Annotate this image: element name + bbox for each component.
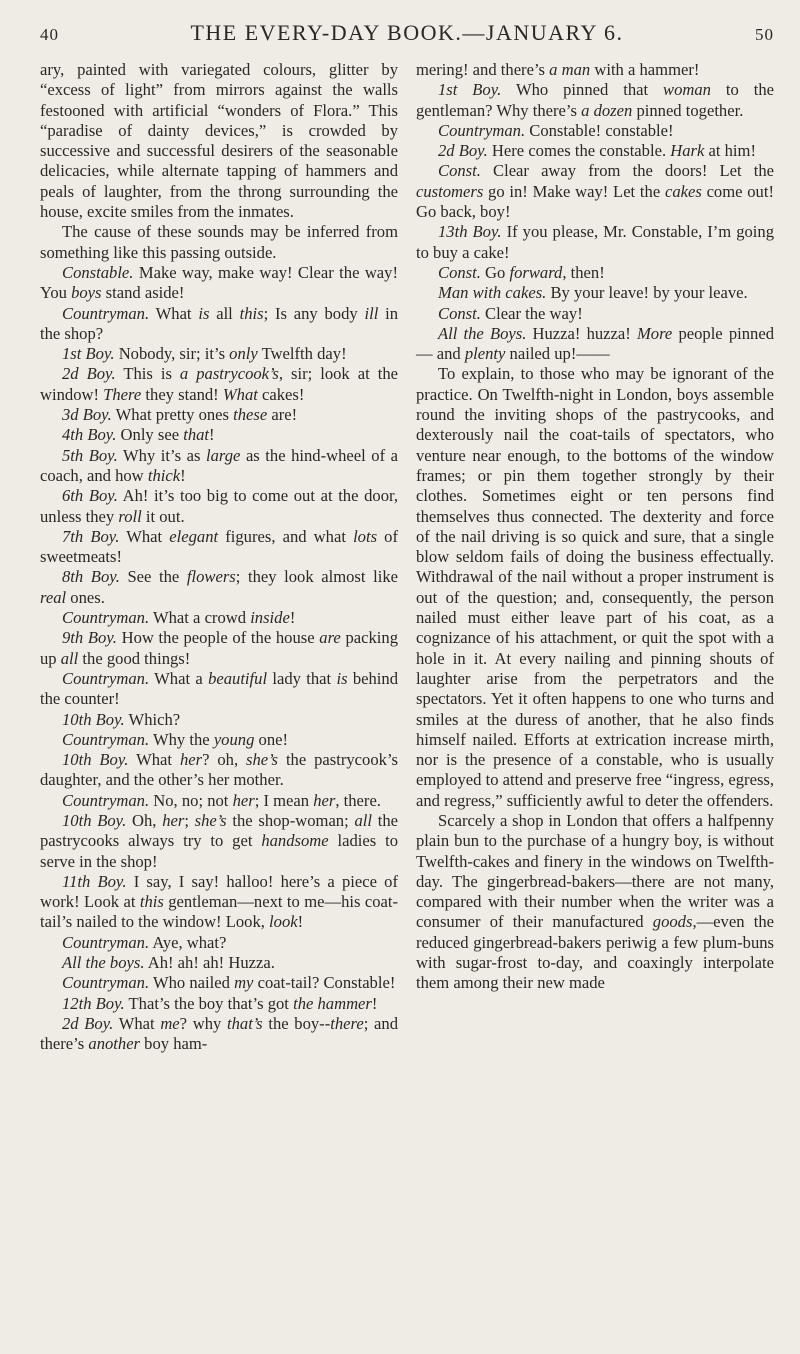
text-run: Go xyxy=(480,262,510,282)
italic-text: 2d Boy. xyxy=(438,141,488,161)
paragraph xyxy=(40,973,398,993)
paragraph xyxy=(416,324,774,365)
text-run: To explain, to those who may be ignorant of the practice. On Twelfth-night in London, boys assemble round the inviting shops of the pastrycooks, and dexterously nail the coat-tails of spectators, who venture near enough, to the bottoms of the window frames; or pin them together strongly by their clothes. Sometimes eight or ten persons find themselves thus connected. The dexterity and force of the nail driving is so quick and sure, that a single blow seldom fails of doing the business effectually. Withdrawal of the nail without a proper instrument is out of the question; and, consequently, the person nailed must either leave part of his coat, as a cognizance of his attachment, or quit the spot with a hole in it. At every nailing and pinning shouts of laughter arise from the perpetrators and the spectators. Yet it often happens to one who turns and smiles at the duress of another, that he also finds himself nailed. Efforts at extrication increase mirth, nor is the presence of a constable, who is usually employed to attend and preserve free “ingress, egress, and regress,” sufficiently awful to deter the offenders. xyxy=(416,364,775,810)
italic-text: 5th Boy. xyxy=(62,445,118,465)
italic-text: 1st Boy. xyxy=(62,344,115,364)
running-header xyxy=(40,20,774,46)
text-run: Clear away from the doors! Let the xyxy=(480,161,774,181)
page-number-right: 50 xyxy=(754,25,774,44)
italic-text: goods xyxy=(652,912,693,932)
text-run: What xyxy=(128,750,180,770)
paragraph xyxy=(416,80,774,121)
text-run: ones. xyxy=(66,587,105,607)
italic-text: Countryman. xyxy=(62,790,150,810)
text-run: Twelfth day! xyxy=(257,344,347,364)
italic-text: are xyxy=(319,628,341,648)
text-run: the shop-woman; xyxy=(226,810,355,830)
text-run: What a crowd xyxy=(149,608,251,628)
italic-text: Const. xyxy=(438,262,481,282)
italic-text: lots xyxy=(353,526,378,546)
italic-text: this xyxy=(239,303,264,323)
paragraph xyxy=(40,791,398,811)
text-run: ; Is any body xyxy=(263,303,365,323)
right-column xyxy=(416,60,774,1055)
text-run: What xyxy=(113,1013,161,1033)
italic-text: What xyxy=(222,384,258,404)
text-run: See the xyxy=(119,567,187,587)
italic-text: Countryman. xyxy=(62,303,150,323)
text-run: Why it’s as xyxy=(117,445,206,465)
italic-text: this xyxy=(139,892,164,912)
italic-text: elegant xyxy=(169,526,219,546)
italic-text: 10th Boy. xyxy=(62,709,125,729)
text-run: ,—even the reduced gingerbread-bakers periwig a few plum-buns with sugar-frost to-day, and coaxingly interpolate them among their new made xyxy=(416,912,774,993)
text-run: all xyxy=(209,303,240,323)
text-run: go in! Make way! Let the xyxy=(483,181,665,201)
text-run: packing up xyxy=(40,628,398,668)
italic-text: her xyxy=(162,810,185,830)
italic-text: beautiful xyxy=(208,668,268,688)
text-run: ; and there’s xyxy=(40,1013,398,1054)
text-run: pinned together. xyxy=(632,100,744,120)
text-run: Who nailed xyxy=(149,973,235,993)
italic-text: Man with cakes. xyxy=(438,283,547,303)
paragraph xyxy=(40,811,398,872)
paragraph xyxy=(40,750,398,791)
text-run: That’s the boy that’s got xyxy=(124,993,294,1013)
text-run: What xyxy=(119,526,170,546)
paragraph xyxy=(40,669,398,710)
italic-text: 12th Boy. xyxy=(62,993,125,1013)
italic-text: flowers xyxy=(186,567,236,587)
paragraph xyxy=(40,933,398,953)
italic-text: young xyxy=(213,729,255,749)
paragraph xyxy=(40,344,398,364)
text-run: I say, I say! halloo! here’s a piece of work! Look at xyxy=(40,871,398,912)
italic-text: all xyxy=(60,648,79,668)
text-run: This is xyxy=(115,364,180,384)
paragraph xyxy=(40,405,398,425)
italic-text: 1st Boy. xyxy=(438,80,502,100)
text-run: Oh, xyxy=(126,810,163,830)
text-run: ? why xyxy=(179,1013,227,1033)
text-run: ! xyxy=(289,608,296,628)
italic-text: roll xyxy=(118,506,142,526)
text-run: ! xyxy=(371,993,378,1013)
paragraph xyxy=(416,141,774,161)
italic-text: a dozen xyxy=(581,100,633,120)
text-run: behind the counter! xyxy=(40,668,399,709)
text-run: the pastrycook’s daughter, and the other’s her mother. xyxy=(40,750,399,790)
text-run: No, no; not xyxy=(149,790,233,810)
italic-text: is xyxy=(336,668,348,688)
text-run: ? oh, xyxy=(202,750,247,770)
italic-text: Const. xyxy=(438,161,481,181)
text-run: with a hammer! xyxy=(590,60,700,79)
text-run: figures, and what xyxy=(218,526,354,546)
text-run: gentleman—next to me—his coat-tail’s nailed to the window! Look, xyxy=(40,892,399,932)
italic-text: 6th Boy. xyxy=(62,486,118,506)
text-run: ! xyxy=(209,425,215,445)
italic-text: boys xyxy=(71,283,102,303)
text-run: What a xyxy=(149,668,209,688)
italic-text: Countryman. xyxy=(62,668,150,688)
italic-text: Const. xyxy=(438,303,481,323)
text-run: boy ham- xyxy=(140,1034,208,1054)
paragraph xyxy=(416,364,774,811)
left-column xyxy=(40,60,398,1055)
text-run: Nobody, sir; it’s xyxy=(114,344,230,364)
italic-text: 11th Boy. xyxy=(62,871,127,891)
paragraph xyxy=(416,121,774,141)
paragraph xyxy=(40,222,398,263)
italic-text: woman xyxy=(663,80,711,100)
italic-text: Countryman. xyxy=(438,120,526,140)
paragraph xyxy=(40,527,398,568)
italic-text: handsome xyxy=(261,831,329,851)
italic-text: real xyxy=(40,587,67,607)
italic-text: Hark xyxy=(670,141,705,161)
paragraph xyxy=(40,730,398,750)
text-run: lady that xyxy=(267,668,337,688)
paragraph xyxy=(40,60,398,222)
paragraph xyxy=(40,304,398,345)
italic-text: a pastrycook’s xyxy=(179,364,279,384)
text-run: Which? xyxy=(124,709,181,729)
text-run: By your leave! by your leave. xyxy=(546,283,748,303)
text-run: What xyxy=(149,303,199,323)
italic-text: me xyxy=(160,1013,180,1033)
text-run: nailed up!—— xyxy=(505,344,610,364)
text-run: coat-tail? Constable! xyxy=(253,973,396,993)
italic-text: customers xyxy=(416,181,484,201)
italic-text: 10th Boy. xyxy=(62,810,127,830)
running-title: THE EVERY-DAY BOOK.—JANUARY 6. xyxy=(190,20,624,45)
italic-text: 13th Boy. xyxy=(438,222,502,242)
text-run: cakes! xyxy=(257,384,305,404)
italic-text: Countryman. xyxy=(62,973,150,993)
italic-text: Countryman. xyxy=(62,608,150,628)
text-run: it out. xyxy=(141,506,185,526)
paragraph xyxy=(40,263,398,304)
text-run: mering! and there’s xyxy=(416,60,550,79)
text-run: are! xyxy=(267,405,298,425)
italic-text: plenty xyxy=(464,344,506,364)
paragraph xyxy=(40,872,398,933)
italic-text: 2d Boy. xyxy=(62,364,116,384)
italic-text: all xyxy=(354,810,372,830)
italic-text: forward xyxy=(509,262,563,282)
text-run: How the people of the house xyxy=(116,628,320,648)
paragraph xyxy=(40,608,398,628)
text-run: , there. xyxy=(335,790,381,810)
italic-text: Countryman. xyxy=(62,729,150,749)
italic-text: 2d Boy. xyxy=(62,1013,114,1033)
text-run: the boy- xyxy=(262,1013,325,1033)
text-run: they stand! xyxy=(141,384,223,404)
text-run: ary, painted with variegated colours, glitter by “excess of light” from mirrors against the walls festooned with artificial “wonders of Flora.” This “paradise of dainty devices,” is crowded by successive and successful desirers of the seasonable delicacies, while alternate tapping of hammers and peals of laughter, from the throng surrounding the house, excite smiles from the inmates. xyxy=(40,60,398,222)
text-run: Constable! constable! xyxy=(525,120,674,140)
italic-text: another xyxy=(88,1034,141,1054)
text-run: ! xyxy=(297,912,304,932)
paragraph xyxy=(40,994,398,1014)
text-run: as the hind-wheel of a coach, and how xyxy=(40,445,398,485)
page-number-left: 40 xyxy=(40,25,59,44)
italic-text: Countryman. xyxy=(62,932,150,952)
italic-text: cakes xyxy=(664,181,702,201)
italic-text: that xyxy=(183,425,210,445)
paragraph xyxy=(40,425,398,445)
italic-text: my xyxy=(234,973,254,993)
paragraph xyxy=(416,304,774,324)
text-run: , sir; look at the window! xyxy=(40,364,398,404)
text-run: Ah! ah! ah! Huzza. xyxy=(144,953,275,973)
text-run: ; xyxy=(184,810,195,830)
paragraph xyxy=(40,953,398,973)
text-run: ladies to serve in the shop! xyxy=(40,831,398,871)
text-run: Huzza! huzza! xyxy=(526,323,637,343)
italic-text: More xyxy=(636,323,673,343)
italic-text: her xyxy=(313,790,336,810)
italic-text: look xyxy=(269,912,298,932)
italic-text: 10th Boy. xyxy=(62,750,129,770)
text-run: If you please, Mr. Constable, I’m going to buy a cake! xyxy=(416,222,775,262)
text-run: come out! Go back, boy! xyxy=(416,181,774,222)
italic-text: thick xyxy=(147,465,181,485)
paragraph xyxy=(416,60,774,80)
italic-text: All the boys. xyxy=(62,953,145,973)
italic-text: -there xyxy=(324,1013,364,1033)
paragraph xyxy=(416,161,774,222)
text-run: ; I mean xyxy=(254,790,314,810)
paragraph xyxy=(40,710,398,730)
italic-text: a man xyxy=(549,60,591,79)
italic-text: inside xyxy=(250,608,290,628)
text-run: in the shop? xyxy=(40,303,399,343)
italic-text: is xyxy=(198,303,210,323)
paragraph xyxy=(40,446,398,487)
text-run: Aye, what? xyxy=(149,932,227,952)
text-run: ! xyxy=(180,465,186,485)
italic-text: large xyxy=(205,445,241,465)
paragraph xyxy=(416,811,774,994)
text-run: Ah! it’s too big to come out at the door, unless they xyxy=(40,486,398,526)
italic-text: All the Boys. xyxy=(438,323,527,343)
text-run: at him! xyxy=(704,141,756,161)
paragraph xyxy=(40,628,398,669)
text-run: Scarcely a shop in London that offers a halfpenny plain bun to the purchase of a hungry boy, is without Twelfth-cakes and finery in the windows on Twelfth-day. The gingerbread-bakers—there are not many, compared with their number when the writer was a consumer of their manufactured xyxy=(416,810,774,932)
text-run: What pretty ones xyxy=(111,405,234,425)
text-run: Clear the way! xyxy=(480,303,583,323)
paragraph xyxy=(40,1014,398,1055)
italic-text: she’s xyxy=(194,810,227,830)
paragraph xyxy=(416,263,774,283)
italic-text: 7th Boy. xyxy=(62,526,120,546)
text-run: the pastrycooks always try to get xyxy=(40,810,399,851)
italic-text: her xyxy=(232,790,255,810)
paragraph xyxy=(416,222,774,263)
text-run: of sweetmeats! xyxy=(40,526,398,567)
paragraph xyxy=(40,567,398,608)
text-run: The cause of these sounds may be inferred from something like this passing outside. xyxy=(40,222,398,262)
text-run: to the gentleman? Why there’s xyxy=(416,80,774,120)
text-run: people pinned — and xyxy=(416,323,774,364)
italic-text: 9th Boy. xyxy=(62,628,117,648)
text-run: Make way, make way! Clear the way! You xyxy=(40,262,398,303)
italic-text: 3d Boy. xyxy=(62,405,112,425)
text-run: stand aside! xyxy=(101,283,185,303)
text-run: the good things! xyxy=(78,648,191,668)
text-run: one! xyxy=(254,729,289,749)
text-columns xyxy=(40,60,774,1055)
paragraph xyxy=(40,486,398,527)
italic-text: There xyxy=(103,384,142,404)
text-run: Only see xyxy=(116,425,184,445)
italic-text: Constable. xyxy=(62,262,134,282)
italic-text: she’s xyxy=(246,750,279,770)
italic-text: only xyxy=(229,344,258,364)
paragraph xyxy=(416,283,774,303)
text-run: Why the xyxy=(149,729,214,749)
text-run: ; they look almost like xyxy=(235,567,398,587)
text-run: Here comes the constable. xyxy=(487,141,671,161)
italic-text: the hammer xyxy=(293,993,372,1013)
text-run: , then! xyxy=(562,262,605,282)
italic-text: these xyxy=(233,405,268,425)
italic-text: that’s xyxy=(226,1013,263,1033)
paragraph xyxy=(40,364,398,405)
italic-text: her xyxy=(179,750,203,770)
italic-text: ill xyxy=(364,303,379,323)
italic-text: 8th Boy. xyxy=(62,567,120,587)
text-run: Who pinned that xyxy=(501,80,664,100)
italic-text: 4th Boy. xyxy=(62,425,117,445)
